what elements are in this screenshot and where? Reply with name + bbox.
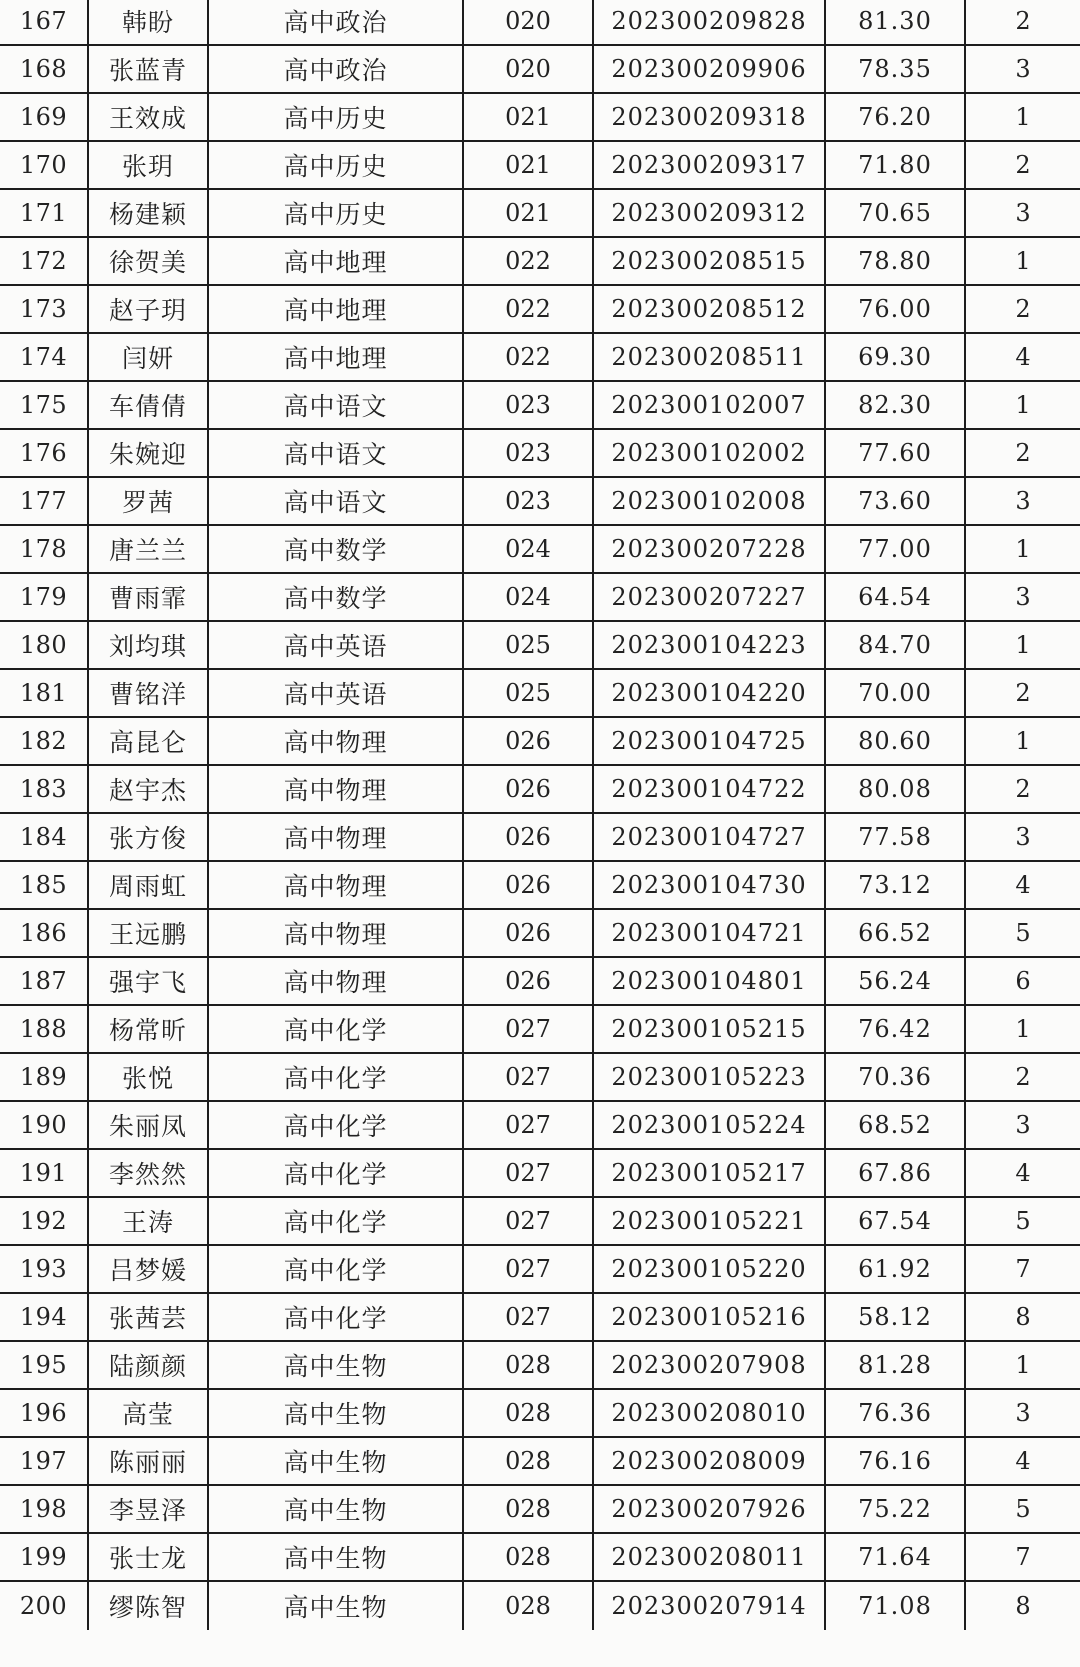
serial-number-cell: 180 bbox=[0, 621, 88, 669]
ticket-number-cell: 202300102002 bbox=[593, 429, 825, 477]
candidate-name-cell: 周雨虹 bbox=[88, 861, 208, 909]
ticket-number-cell: 202300104801 bbox=[593, 957, 825, 1005]
candidate-name-cell: 王效成 bbox=[88, 93, 208, 141]
ticket-number-cell: 202300105220 bbox=[593, 1245, 825, 1293]
rank-cell: 4 bbox=[965, 861, 1080, 909]
ticket-number-cell: 202300104725 bbox=[593, 717, 825, 765]
serial-number-cell: 184 bbox=[0, 813, 88, 861]
candidate-name-cell: 罗茜 bbox=[88, 477, 208, 525]
position-code-cell: 025 bbox=[463, 621, 593, 669]
score-cell: 66.52 bbox=[825, 909, 965, 957]
table-row bbox=[0, 381, 1080, 429]
ticket-number-cell: 202300208011 bbox=[593, 1533, 825, 1581]
rank-cell: 2 bbox=[965, 765, 1080, 813]
serial-number-cell: 196 bbox=[0, 1389, 88, 1437]
rank-cell: 8 bbox=[965, 1581, 1080, 1630]
serial-number-cell: 171 bbox=[0, 189, 88, 237]
subject-cell: 高中化学 bbox=[208, 1101, 463, 1149]
table-row bbox=[0, 1053, 1080, 1101]
score-cell: 70.65 bbox=[825, 189, 965, 237]
ticket-number-cell: 202300104721 bbox=[593, 909, 825, 957]
candidate-name-cell: 车倩倩 bbox=[88, 381, 208, 429]
table-row bbox=[0, 1005, 1080, 1053]
rank-cell: 5 bbox=[965, 909, 1080, 957]
table-row bbox=[0, 93, 1080, 141]
table-row bbox=[0, 477, 1080, 525]
serial-number-cell: 182 bbox=[0, 717, 88, 765]
subject-cell: 高中生物 bbox=[208, 1485, 463, 1533]
subject-cell: 高中地理 bbox=[208, 285, 463, 333]
rank-cell: 3 bbox=[965, 573, 1080, 621]
rank-cell: 2 bbox=[965, 429, 1080, 477]
serial-number-cell: 176 bbox=[0, 429, 88, 477]
position-code-cell: 026 bbox=[463, 717, 593, 765]
position-code-cell: 026 bbox=[463, 813, 593, 861]
rank-cell: 1 bbox=[965, 1005, 1080, 1053]
subject-cell: 高中化学 bbox=[208, 1245, 463, 1293]
rank-cell: 8 bbox=[965, 1293, 1080, 1341]
subject-cell: 高中数学 bbox=[208, 525, 463, 573]
serial-number-cell: 194 bbox=[0, 1293, 88, 1341]
position-code-cell: 022 bbox=[463, 333, 593, 381]
rank-cell: 7 bbox=[965, 1245, 1080, 1293]
ticket-number-cell: 202300207926 bbox=[593, 1485, 825, 1533]
table-row bbox=[0, 1245, 1080, 1293]
candidate-name-cell: 张士龙 bbox=[88, 1533, 208, 1581]
position-code-cell: 023 bbox=[463, 381, 593, 429]
table-row bbox=[0, 717, 1080, 765]
candidate-name-cell: 杨常昕 bbox=[88, 1005, 208, 1053]
serial-number-cell: 185 bbox=[0, 861, 88, 909]
table-row bbox=[0, 45, 1080, 93]
position-code-cell: 022 bbox=[463, 237, 593, 285]
position-code-cell: 027 bbox=[463, 1149, 593, 1197]
candidate-name-cell: 徐贺美 bbox=[88, 237, 208, 285]
score-cell: 78.35 bbox=[825, 45, 965, 93]
subject-cell: 高中生物 bbox=[208, 1389, 463, 1437]
score-cell: 67.86 bbox=[825, 1149, 965, 1197]
table-row bbox=[0, 1485, 1080, 1533]
subject-cell: 高中数学 bbox=[208, 573, 463, 621]
position-code-cell: 023 bbox=[463, 477, 593, 525]
subject-cell: 高中化学 bbox=[208, 1053, 463, 1101]
candidate-name-cell: 高昆仑 bbox=[88, 717, 208, 765]
candidate-name-cell: 张方俊 bbox=[88, 813, 208, 861]
ticket-number-cell: 202300207908 bbox=[593, 1341, 825, 1389]
ticket-number-cell: 202300208511 bbox=[593, 333, 825, 381]
subject-cell: 高中化学 bbox=[208, 1149, 463, 1197]
serial-number-cell: 174 bbox=[0, 333, 88, 381]
score-cell: 67.54 bbox=[825, 1197, 965, 1245]
subject-cell: 高中语文 bbox=[208, 429, 463, 477]
rank-cell: 2 bbox=[965, 669, 1080, 717]
ticket-number-cell: 202300105215 bbox=[593, 1005, 825, 1053]
subject-cell: 高中政治 bbox=[208, 0, 463, 45]
rank-cell: 5 bbox=[965, 1197, 1080, 1245]
subject-cell: 高中物理 bbox=[208, 813, 463, 861]
score-cell: 80.08 bbox=[825, 765, 965, 813]
rank-cell: 5 bbox=[965, 1485, 1080, 1533]
ticket-number-cell: 202300104730 bbox=[593, 861, 825, 909]
table-row bbox=[0, 429, 1080, 477]
score-cell: 82.30 bbox=[825, 381, 965, 429]
serial-number-cell: 193 bbox=[0, 1245, 88, 1293]
position-code-cell: 024 bbox=[463, 525, 593, 573]
position-code-cell: 028 bbox=[463, 1389, 593, 1437]
serial-number-cell: 186 bbox=[0, 909, 88, 957]
table-row bbox=[0, 861, 1080, 909]
table-row bbox=[0, 957, 1080, 1005]
rank-cell: 3 bbox=[965, 45, 1080, 93]
table-row bbox=[0, 1341, 1080, 1389]
subject-cell: 高中地理 bbox=[208, 237, 463, 285]
score-cell: 68.52 bbox=[825, 1101, 965, 1149]
position-code-cell: 028 bbox=[463, 1581, 593, 1630]
score-cell: 77.58 bbox=[825, 813, 965, 861]
ticket-number-cell: 202300105224 bbox=[593, 1101, 825, 1149]
candidate-name-cell: 张悦 bbox=[88, 1053, 208, 1101]
serial-number-cell: 181 bbox=[0, 669, 88, 717]
serial-number-cell: 175 bbox=[0, 381, 88, 429]
serial-number-cell: 189 bbox=[0, 1053, 88, 1101]
rank-cell: 2 bbox=[965, 0, 1080, 45]
position-code-cell: 021 bbox=[463, 189, 593, 237]
score-cell: 76.00 bbox=[825, 285, 965, 333]
score-cell: 75.22 bbox=[825, 1485, 965, 1533]
table-row bbox=[0, 813, 1080, 861]
rank-cell: 4 bbox=[965, 333, 1080, 381]
ticket-number-cell: 202300208010 bbox=[593, 1389, 825, 1437]
subject-cell: 高中生物 bbox=[208, 1437, 463, 1485]
table-row bbox=[0, 1389, 1080, 1437]
candidate-name-cell: 张蓝青 bbox=[88, 45, 208, 93]
table-row bbox=[0, 189, 1080, 237]
rank-cell: 1 bbox=[965, 381, 1080, 429]
table-row bbox=[0, 1581, 1080, 1630]
position-code-cell: 028 bbox=[463, 1533, 593, 1581]
ticket-number-cell: 202300207914 bbox=[593, 1581, 825, 1630]
rank-cell: 4 bbox=[965, 1437, 1080, 1485]
position-code-cell: 028 bbox=[463, 1437, 593, 1485]
score-cell: 76.16 bbox=[825, 1437, 965, 1485]
subject-cell: 高中物理 bbox=[208, 957, 463, 1005]
table-row bbox=[0, 1437, 1080, 1485]
score-cell: 71.80 bbox=[825, 141, 965, 189]
candidate-name-cell: 赵子玥 bbox=[88, 285, 208, 333]
rank-cell: 2 bbox=[965, 1053, 1080, 1101]
rank-cell: 1 bbox=[965, 93, 1080, 141]
position-code-cell: 021 bbox=[463, 93, 593, 141]
table-row bbox=[0, 285, 1080, 333]
score-cell: 76.42 bbox=[825, 1005, 965, 1053]
score-cell: 70.00 bbox=[825, 669, 965, 717]
candidate-name-cell: 王远鹏 bbox=[88, 909, 208, 957]
ticket-number-cell: 202300104223 bbox=[593, 621, 825, 669]
subject-cell: 高中英语 bbox=[208, 621, 463, 669]
score-cell: 76.20 bbox=[825, 93, 965, 141]
ticket-number-cell: 202300207227 bbox=[593, 573, 825, 621]
rank-cell: 1 bbox=[965, 525, 1080, 573]
candidate-name-cell: 李昱泽 bbox=[88, 1485, 208, 1533]
serial-number-cell: 195 bbox=[0, 1341, 88, 1389]
position-code-cell: 023 bbox=[463, 429, 593, 477]
score-cell: 71.64 bbox=[825, 1533, 965, 1581]
rank-cell: 1 bbox=[965, 621, 1080, 669]
subject-cell: 高中物理 bbox=[208, 861, 463, 909]
candidate-name-cell: 曹雨霏 bbox=[88, 573, 208, 621]
serial-number-cell: 191 bbox=[0, 1149, 88, 1197]
ticket-number-cell: 202300102008 bbox=[593, 477, 825, 525]
candidate-name-cell: 闫妍 bbox=[88, 333, 208, 381]
serial-number-cell: 170 bbox=[0, 141, 88, 189]
subject-cell: 高中历史 bbox=[208, 141, 463, 189]
subject-cell: 高中物理 bbox=[208, 765, 463, 813]
serial-number-cell: 173 bbox=[0, 285, 88, 333]
ticket-number-cell: 202300104727 bbox=[593, 813, 825, 861]
candidate-name-cell: 杨建颖 bbox=[88, 189, 208, 237]
table-row bbox=[0, 1101, 1080, 1149]
position-code-cell: 027 bbox=[463, 1293, 593, 1341]
subject-cell: 高中物理 bbox=[208, 717, 463, 765]
table-row bbox=[0, 1197, 1080, 1245]
subject-cell: 高中物理 bbox=[208, 909, 463, 957]
table-row bbox=[0, 669, 1080, 717]
position-code-cell: 025 bbox=[463, 669, 593, 717]
ticket-number-cell: 202300104722 bbox=[593, 765, 825, 813]
candidate-name-cell: 强宇飞 bbox=[88, 957, 208, 1005]
rank-cell: 3 bbox=[965, 1389, 1080, 1437]
score-cell: 70.36 bbox=[825, 1053, 965, 1101]
candidate-name-cell: 陈丽丽 bbox=[88, 1437, 208, 1485]
subject-cell: 高中生物 bbox=[208, 1341, 463, 1389]
subject-cell: 高中语文 bbox=[208, 381, 463, 429]
table-row bbox=[0, 141, 1080, 189]
score-cell: 81.30 bbox=[825, 0, 965, 45]
table-row bbox=[0, 1293, 1080, 1341]
position-code-cell: 028 bbox=[463, 1341, 593, 1389]
score-cell: 77.00 bbox=[825, 525, 965, 573]
position-code-cell: 021 bbox=[463, 141, 593, 189]
ticket-number-cell: 202300105223 bbox=[593, 1053, 825, 1101]
score-cell: 80.60 bbox=[825, 717, 965, 765]
serial-number-cell: 168 bbox=[0, 45, 88, 93]
position-code-cell: 027 bbox=[463, 1245, 593, 1293]
ticket-number-cell: 202300209317 bbox=[593, 141, 825, 189]
serial-number-cell: 188 bbox=[0, 1005, 88, 1053]
serial-number-cell: 187 bbox=[0, 957, 88, 1005]
score-cell: 64.54 bbox=[825, 573, 965, 621]
position-code-cell: 027 bbox=[463, 1005, 593, 1053]
serial-number-cell: 167 bbox=[0, 0, 88, 45]
score-cell: 71.08 bbox=[825, 1581, 965, 1630]
subject-cell: 高中英语 bbox=[208, 669, 463, 717]
rank-cell: 1 bbox=[965, 717, 1080, 765]
candidate-name-cell: 刘均琪 bbox=[88, 621, 208, 669]
candidate-name-cell: 高莹 bbox=[88, 1389, 208, 1437]
position-code-cell: 027 bbox=[463, 1101, 593, 1149]
score-cell: 76.36 bbox=[825, 1389, 965, 1437]
score-cell: 78.80 bbox=[825, 237, 965, 285]
subject-cell: 高中历史 bbox=[208, 189, 463, 237]
ticket-number-cell: 202300105221 bbox=[593, 1197, 825, 1245]
table-row bbox=[0, 621, 1080, 669]
position-code-cell: 026 bbox=[463, 861, 593, 909]
ticket-number-cell: 202300208009 bbox=[593, 1437, 825, 1485]
subject-cell: 高中生物 bbox=[208, 1581, 463, 1630]
table-row bbox=[0, 1533, 1080, 1581]
score-cell: 56.24 bbox=[825, 957, 965, 1005]
candidate-name-cell: 唐兰兰 bbox=[88, 525, 208, 573]
position-code-cell: 028 bbox=[463, 1485, 593, 1533]
rank-cell: 1 bbox=[965, 237, 1080, 285]
ticket-number-cell: 202300209312 bbox=[593, 189, 825, 237]
ticket-number-cell: 202300105217 bbox=[593, 1149, 825, 1197]
serial-number-cell: 197 bbox=[0, 1437, 88, 1485]
position-code-cell: 020 bbox=[463, 0, 593, 45]
subject-cell: 高中化学 bbox=[208, 1197, 463, 1245]
score-cell: 77.60 bbox=[825, 429, 965, 477]
subject-cell: 高中历史 bbox=[208, 93, 463, 141]
serial-number-cell: 198 bbox=[0, 1485, 88, 1533]
position-code-cell: 027 bbox=[463, 1197, 593, 1245]
subject-cell: 高中地理 bbox=[208, 333, 463, 381]
rank-cell: 3 bbox=[965, 813, 1080, 861]
serial-number-cell: 200 bbox=[0, 1581, 88, 1630]
rank-cell: 2 bbox=[965, 285, 1080, 333]
candidate-name-cell: 朱婉迎 bbox=[88, 429, 208, 477]
position-code-cell: 026 bbox=[463, 957, 593, 1005]
position-code-cell: 027 bbox=[463, 1053, 593, 1101]
rank-cell: 6 bbox=[965, 957, 1080, 1005]
serial-number-cell: 190 bbox=[0, 1101, 88, 1149]
ticket-number-cell: 202300207228 bbox=[593, 525, 825, 573]
subject-cell: 高中语文 bbox=[208, 477, 463, 525]
candidate-name-cell: 张茜芸 bbox=[88, 1293, 208, 1341]
rank-cell: 4 bbox=[965, 1149, 1080, 1197]
candidate-name-cell: 陆颜颜 bbox=[88, 1341, 208, 1389]
table-row bbox=[0, 525, 1080, 573]
rank-cell: 3 bbox=[965, 477, 1080, 525]
ticket-number-cell: 202300104220 bbox=[593, 669, 825, 717]
score-cell: 81.28 bbox=[825, 1341, 965, 1389]
serial-number-cell: 172 bbox=[0, 237, 88, 285]
serial-number-cell: 177 bbox=[0, 477, 88, 525]
rank-cell: 2 bbox=[965, 141, 1080, 189]
ticket-number-cell: 202300209906 bbox=[593, 45, 825, 93]
position-code-cell: 022 bbox=[463, 285, 593, 333]
position-code-cell: 026 bbox=[463, 765, 593, 813]
position-code-cell: 020 bbox=[463, 45, 593, 93]
rank-cell: 1 bbox=[965, 1341, 1080, 1389]
ticket-number-cell: 202300208515 bbox=[593, 237, 825, 285]
ticket-number-cell: 202300209828 bbox=[593, 0, 825, 45]
candidate-name-cell: 朱丽凤 bbox=[88, 1101, 208, 1149]
ticket-number-cell: 202300102007 bbox=[593, 381, 825, 429]
serial-number-cell: 192 bbox=[0, 1197, 88, 1245]
rank-cell: 7 bbox=[965, 1533, 1080, 1581]
score-cell: 73.60 bbox=[825, 477, 965, 525]
candidate-name-cell: 张玥 bbox=[88, 141, 208, 189]
candidate-name-cell: 李然然 bbox=[88, 1149, 208, 1197]
candidate-name-cell: 韩盼 bbox=[88, 0, 208, 45]
table-row bbox=[0, 909, 1080, 957]
rank-cell: 3 bbox=[965, 189, 1080, 237]
candidate-name-cell: 曹铭洋 bbox=[88, 669, 208, 717]
candidate-name-cell: 吕梦媛 bbox=[88, 1245, 208, 1293]
table-row bbox=[0, 765, 1080, 813]
score-cell: 69.30 bbox=[825, 333, 965, 381]
serial-number-cell: 179 bbox=[0, 573, 88, 621]
subject-cell: 高中化学 bbox=[208, 1293, 463, 1341]
subject-cell: 高中生物 bbox=[208, 1533, 463, 1581]
candidate-name-cell: 王涛 bbox=[88, 1197, 208, 1245]
serial-number-cell: 199 bbox=[0, 1533, 88, 1581]
serial-number-cell: 183 bbox=[0, 765, 88, 813]
table-row bbox=[0, 237, 1080, 285]
ticket-number-cell: 202300105216 bbox=[593, 1293, 825, 1341]
rank-cell: 3 bbox=[965, 1101, 1080, 1149]
candidate-name-cell: 缪陈智 bbox=[88, 1581, 208, 1630]
score-cell: 73.12 bbox=[825, 861, 965, 909]
position-code-cell: 026 bbox=[463, 909, 593, 957]
subject-cell: 高中政治 bbox=[208, 45, 463, 93]
table-row bbox=[0, 333, 1080, 381]
ticket-number-cell: 202300208512 bbox=[593, 285, 825, 333]
serial-number-cell: 178 bbox=[0, 525, 88, 573]
table-row bbox=[0, 573, 1080, 621]
serial-number-cell: 169 bbox=[0, 93, 88, 141]
score-cell: 58.12 bbox=[825, 1293, 965, 1341]
subject-cell: 高中化学 bbox=[208, 1005, 463, 1053]
score-cell: 84.70 bbox=[825, 621, 965, 669]
score-cell: 61.92 bbox=[825, 1245, 965, 1293]
position-code-cell: 024 bbox=[463, 573, 593, 621]
ticket-number-cell: 202300209318 bbox=[593, 93, 825, 141]
table-row bbox=[0, 1149, 1080, 1197]
table-row bbox=[0, 0, 1080, 45]
candidate-name-cell: 赵宇杰 bbox=[88, 765, 208, 813]
